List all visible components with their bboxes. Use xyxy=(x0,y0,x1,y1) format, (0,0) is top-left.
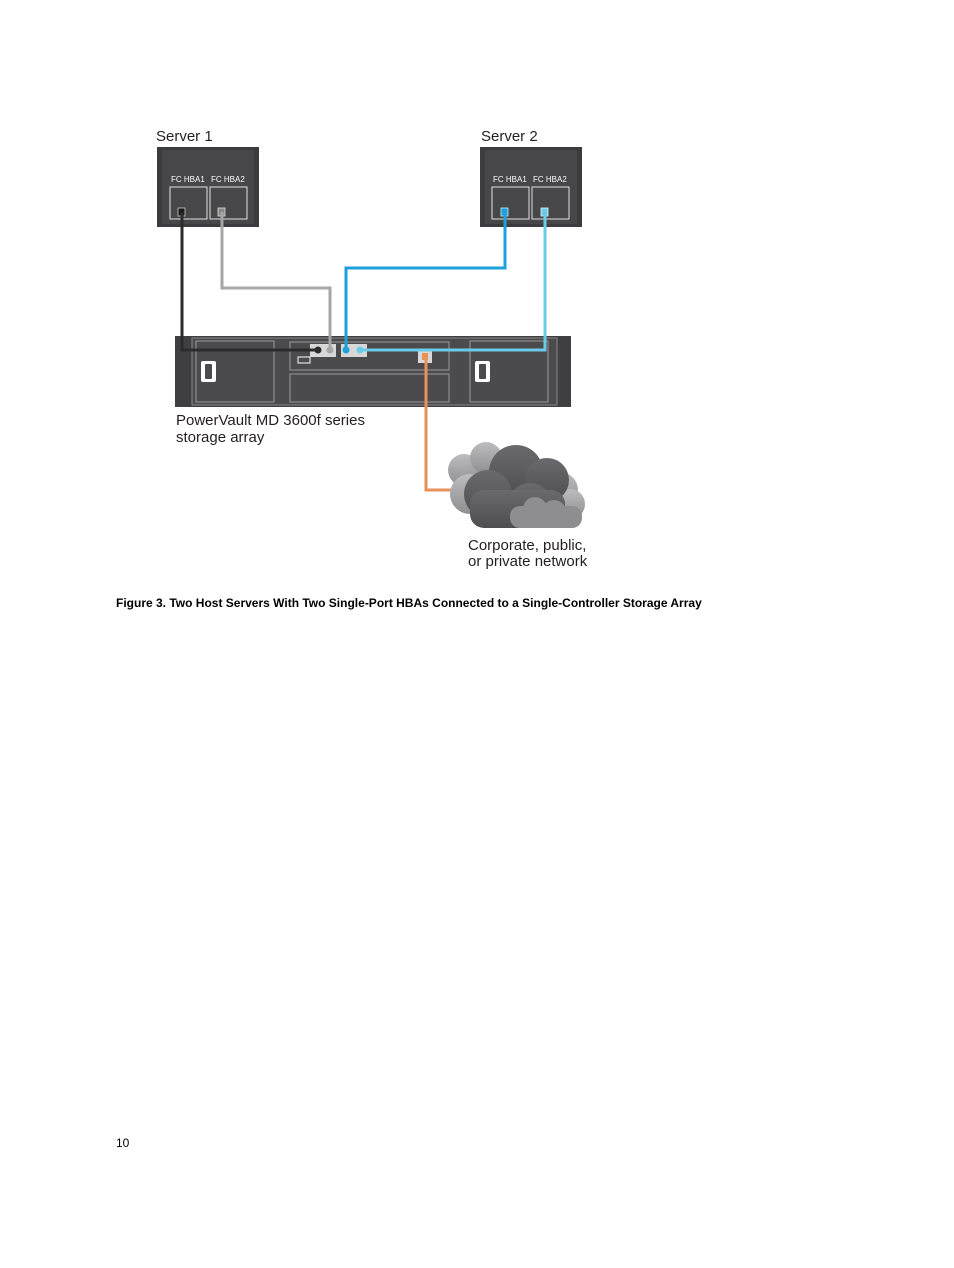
server-1 xyxy=(157,147,259,227)
server2-hba1-label: FC HBA1 xyxy=(493,175,527,184)
cable-server2-hba1 xyxy=(346,212,505,350)
connection-diagram xyxy=(0,0,954,620)
server1-hba1-label: FC HBA1 xyxy=(171,175,205,184)
network-label-line1: Corporate, public, xyxy=(468,537,587,554)
network-label-line2: or private network xyxy=(468,553,588,570)
cable-server1-hba1 xyxy=(182,212,318,350)
network-cloud-icon xyxy=(448,442,585,528)
server2-title: Server 2 xyxy=(481,128,538,145)
cable-server1-hba2 xyxy=(222,212,330,350)
page-number: 10 xyxy=(116,1136,130,1150)
storage-array xyxy=(175,336,571,407)
server1-title: Server 1 xyxy=(156,128,213,145)
storage-label-line1: PowerVault MD 3600f series xyxy=(176,412,365,429)
server1-hba2-label: FC HBA2 xyxy=(211,175,245,184)
server-2 xyxy=(480,147,582,227)
figure-caption: Figure 3. Two Host Servers With Two Single-Port HBAs Connected to a Single-Controller Storage Array xyxy=(116,596,702,610)
server2-hba2-label: FC HBA2 xyxy=(533,175,567,184)
storage-label-line2: storage array xyxy=(176,429,265,446)
cable-server2-hba2 xyxy=(360,212,545,350)
